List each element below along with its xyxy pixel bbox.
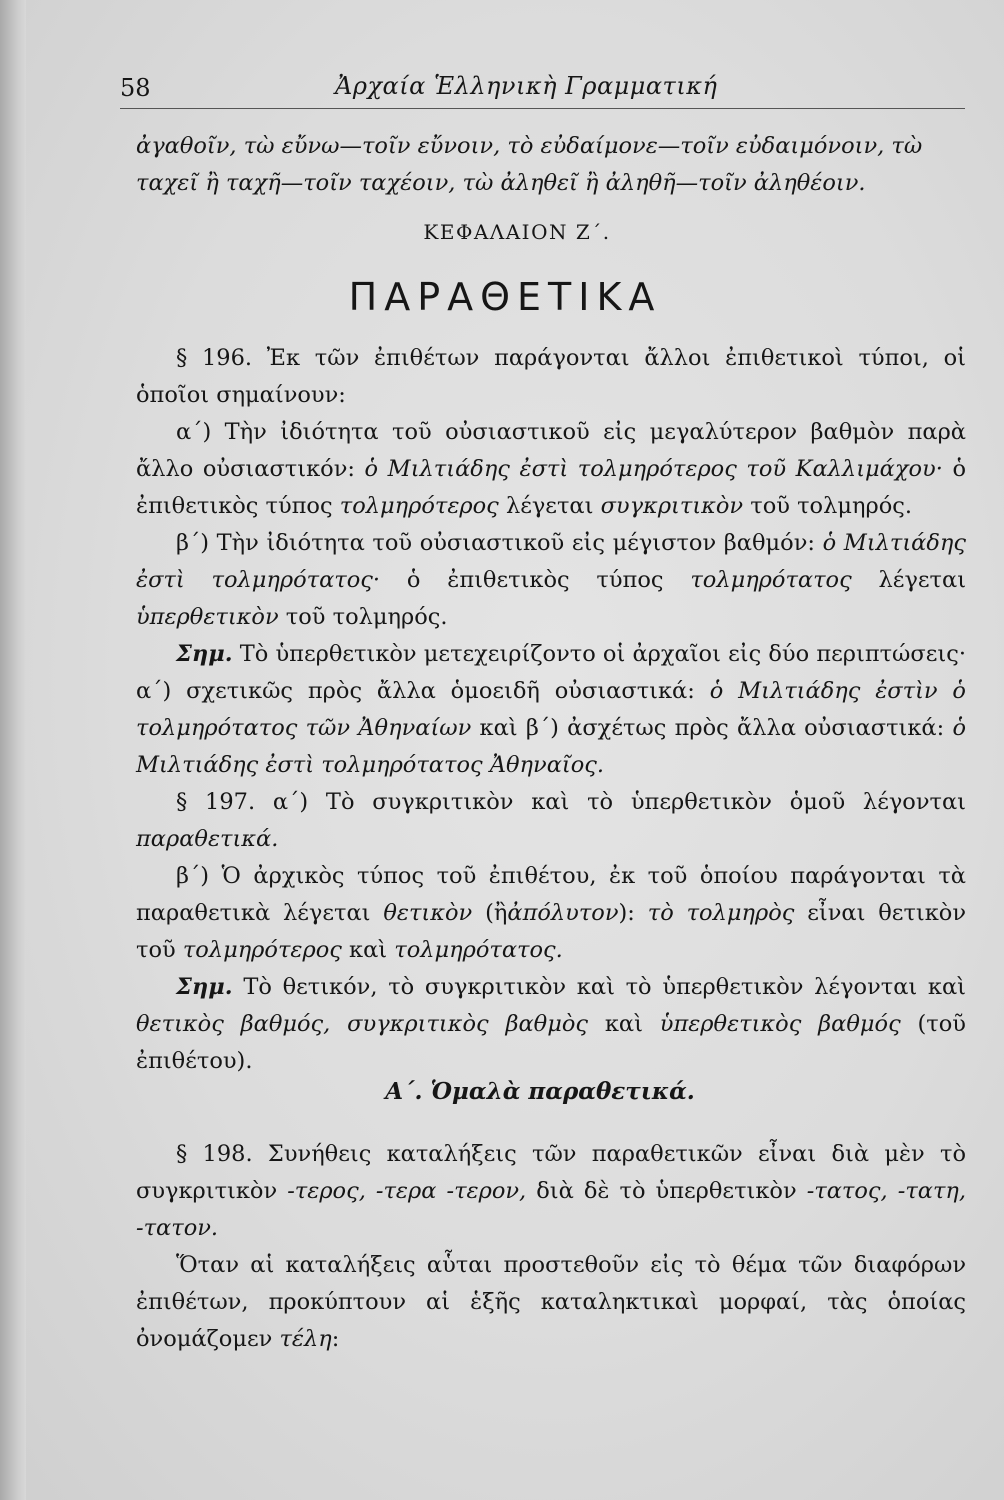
text-span: τοῦ τολμηρός.	[285, 604, 448, 630]
term-text: θετικὸν	[383, 900, 473, 926]
text-span: § 198. Συνήθεις καταλήξεις τῶν παραθετικῶν εἶναι διὰ μὲν τὸ συγκριτικὸν	[136, 1141, 966, 1204]
term-text: τέλη	[279, 1326, 332, 1352]
running-title: Ἀρχαία Ἑλληνικὴ Γραμματική	[335, 72, 718, 100]
text-span: (ἢ	[485, 900, 508, 926]
text-span: α΄) Τὴν ἰδιότητα τοῦ οὐσιαστικοῦ εἰς μεγαλύτερον βαθμὸν παρὰ ἄλλο οὐσιαστικόν:	[136, 419, 966, 482]
page-number: 58	[120, 74, 151, 102]
text-span: β΄) Ὁ ἀρχικὸς τύπος τοῦ ἐπιθέτου, ἐκ τοῦ ὁποίου παράγονται τὰ παραθετικὰ λέγεται	[136, 863, 966, 926]
section-heading: Α΄. Ὁμαλὰ παραθετικά.	[385, 1078, 695, 1105]
note-label: Σημ.	[176, 641, 233, 667]
chapter-label: ΚΕΦΑΛΑΙΟΝ Ζ΄.	[423, 220, 611, 244]
example-text: τολμηρότερος	[182, 937, 342, 963]
paragraph-196-a	[136, 414, 966, 525]
text-span: καὶ	[349, 937, 388, 963]
text-span: β΄) Τὴν ἰδιότητα τοῦ οὐσιαστικοῦ εἰς μέγιστον βαθμόν:	[176, 530, 815, 556]
text-span: τοῦ τολμηρός.	[750, 493, 912, 519]
section-198	[136, 1136, 966, 1358]
chapter-title: ΠΑΡΑΘΕΤΙΚΑ	[348, 275, 662, 319]
text-span: λέγεται	[505, 493, 594, 519]
example-text: ὁ Μιλτιάδης ἐστὶ τολμηρότατος Ἀθηναῖος.	[136, 715, 966, 778]
text-span: ):	[618, 900, 635, 926]
note-196	[136, 636, 966, 784]
text-span: εἶναι θετικὸν τοῦ	[136, 900, 967, 963]
note-label: Σημ.	[176, 974, 233, 1000]
running-header	[120, 68, 965, 108]
text-span: Τὸ θετικόν, τὸ συγκριτικὸν καὶ τὸ ὑπερθετικὸν λέγονται καὶ	[243, 974, 967, 1000]
carryover-line: ταχεῖ ἢ ταχῆ—τοῖν ταχέοιν, τὼ ἀληθεῖ ἢ ἀληθῆ—τοῖν ἀληθέοιν.	[136, 170, 866, 196]
text-span: (τοῦ ἐπιθέτου).	[136, 1011, 966, 1074]
paragraph-197-a	[136, 784, 966, 858]
term-text: ὑπερθετικὸς βαθμός	[659, 1011, 901, 1037]
term-text: ὑπερθετικὸν	[136, 604, 279, 630]
header-rule	[120, 108, 965, 109]
paragraph-198	[136, 1136, 966, 1247]
endings-text: -τερος, -τερα -τερον,	[287, 1178, 527, 1204]
term-text: ἀπόλυτον	[507, 900, 619, 926]
term-text: συγκριτικὸς βαθμὸς	[347, 1011, 588, 1037]
text-span: Ὅταν αἱ καταλήξεις αὗται προστεθοῦν εἰς τὸ θέμα τῶν διαφόρων ἐπιθέτων, προκύπτουν αἱ ἑξῆς καταληκτικαὶ μορφαί, τὰς ὁποίας ὀνομάζομεν	[136, 1252, 966, 1352]
term-text: τολμηρότερος	[339, 493, 499, 519]
text-span: καὶ	[604, 1011, 643, 1037]
example-text: τολμηρότατος.	[394, 937, 563, 963]
paragraph-197-b	[136, 858, 966, 969]
text-span: Τὸ ὑπερθετικὸν μετεχειρίζοντο οἱ ἀρχαῖοι εἰς δύο περιπτώσεις· α΄) σχετικῶς πρὸς ἄλλα ὁμοειδῆ οὐσιαστικά:	[136, 641, 966, 704]
term-text: συγκριτικὸν	[600, 493, 744, 519]
endings-text: -τατος, -τατη, -τατον.	[136, 1178, 967, 1241]
text-span: :	[331, 1326, 340, 1352]
text-span: λέγεται	[878, 567, 967, 593]
carryover-text	[136, 128, 966, 202]
section-196-197	[136, 340, 966, 1080]
text-span: ὁ ἐπιθετικὸς τύπος	[136, 456, 966, 519]
text-span: ὁ ἐπιθετικὸς τύπος	[406, 567, 664, 593]
example-text: ὁ Μιλτιάδης ἐστὶν ὁ τολμηρότατος τῶν Ἀθηναίων	[136, 678, 966, 741]
example-text: ὁ Μιλτιάδης ἐστὶ τολμηρότατος·	[136, 530, 967, 593]
term-text: τολμηρότατος	[690, 567, 852, 593]
term-text: παραθετικά.	[136, 826, 279, 852]
note-197	[136, 969, 966, 1080]
example-text: ὁ Μιλτιάδης ἐστὶ τολμηρότερος τοῦ Καλλιμάχου·	[364, 456, 943, 482]
text-span: διὰ δὲ τὸ ὑπερθετικὸν	[536, 1178, 797, 1204]
text-span: § 197. α΄) Τὸ συγκριτικὸν καὶ τὸ ὑπερθετικὸν ὁμοῦ λέγονται	[176, 789, 966, 815]
text-span: καὶ β΄) ἀσχέτως πρὸς ἄλλα οὐσιαστικά:	[479, 715, 945, 741]
paragraph-196-intro: § 196. Ἐκ τῶν ἐπιθέτων παράγονται ἄλλοι ἐπιθετικοὶ τύποι, οἱ ὁποῖοι σημαίνουν:	[136, 345, 966, 408]
paragraph-198-cont	[136, 1247, 966, 1358]
example-text: τὸ τολμηρὸς	[647, 900, 795, 926]
term-text: θετικὸς βαθμός,	[136, 1011, 331, 1037]
paragraph-196-b	[136, 525, 966, 636]
carryover-line: ἀγαθοῖν, τὼ εὔνω—τοῖν εὔνοιν, τὸ εὐδαίμονε—τοῖν εὐδαιμόνοιν, τὼ	[136, 133, 923, 159]
